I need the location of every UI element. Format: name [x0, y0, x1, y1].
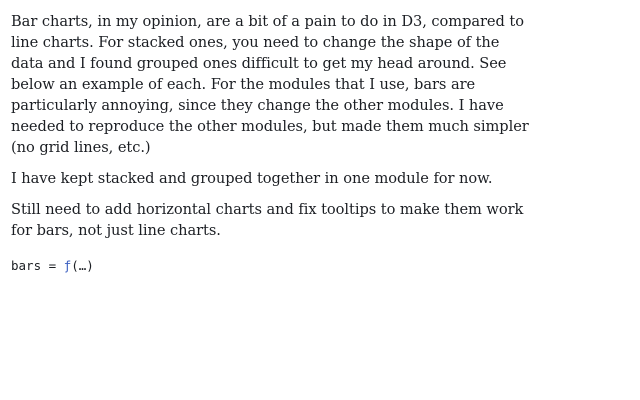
paragraph-intro: Bar charts, in my opinion, are a bit of a pain to do in D3, compared to line charts. For stacked ones, you need to change the shape of the data and I found grouped ones difficult to get my head around. See below an example of each. For the modules that I use, bars are particularly annoying, since they change the other modules. I have needed to reproduce the other modules, but made them much simpler (no grid lines, etc.) — [11, 13, 529, 156]
cell-assign-operator: = — [48, 258, 57, 273]
cell-variable-name: bars — [11, 258, 42, 273]
paragraph-module-note: I have kept stacked and grouped together in one module for now. — [11, 170, 493, 187]
cell-output-bars[interactable] — [11, 257, 640, 275]
cell-collapsed-args[interactable]: (…) — [71, 258, 94, 273]
paragraph-todo: Still need to add horizontal charts and fix tooltips to make them work for bars, not just line charts. — [11, 201, 524, 239]
function-icon[interactable]: ƒ — [63, 258, 72, 273]
